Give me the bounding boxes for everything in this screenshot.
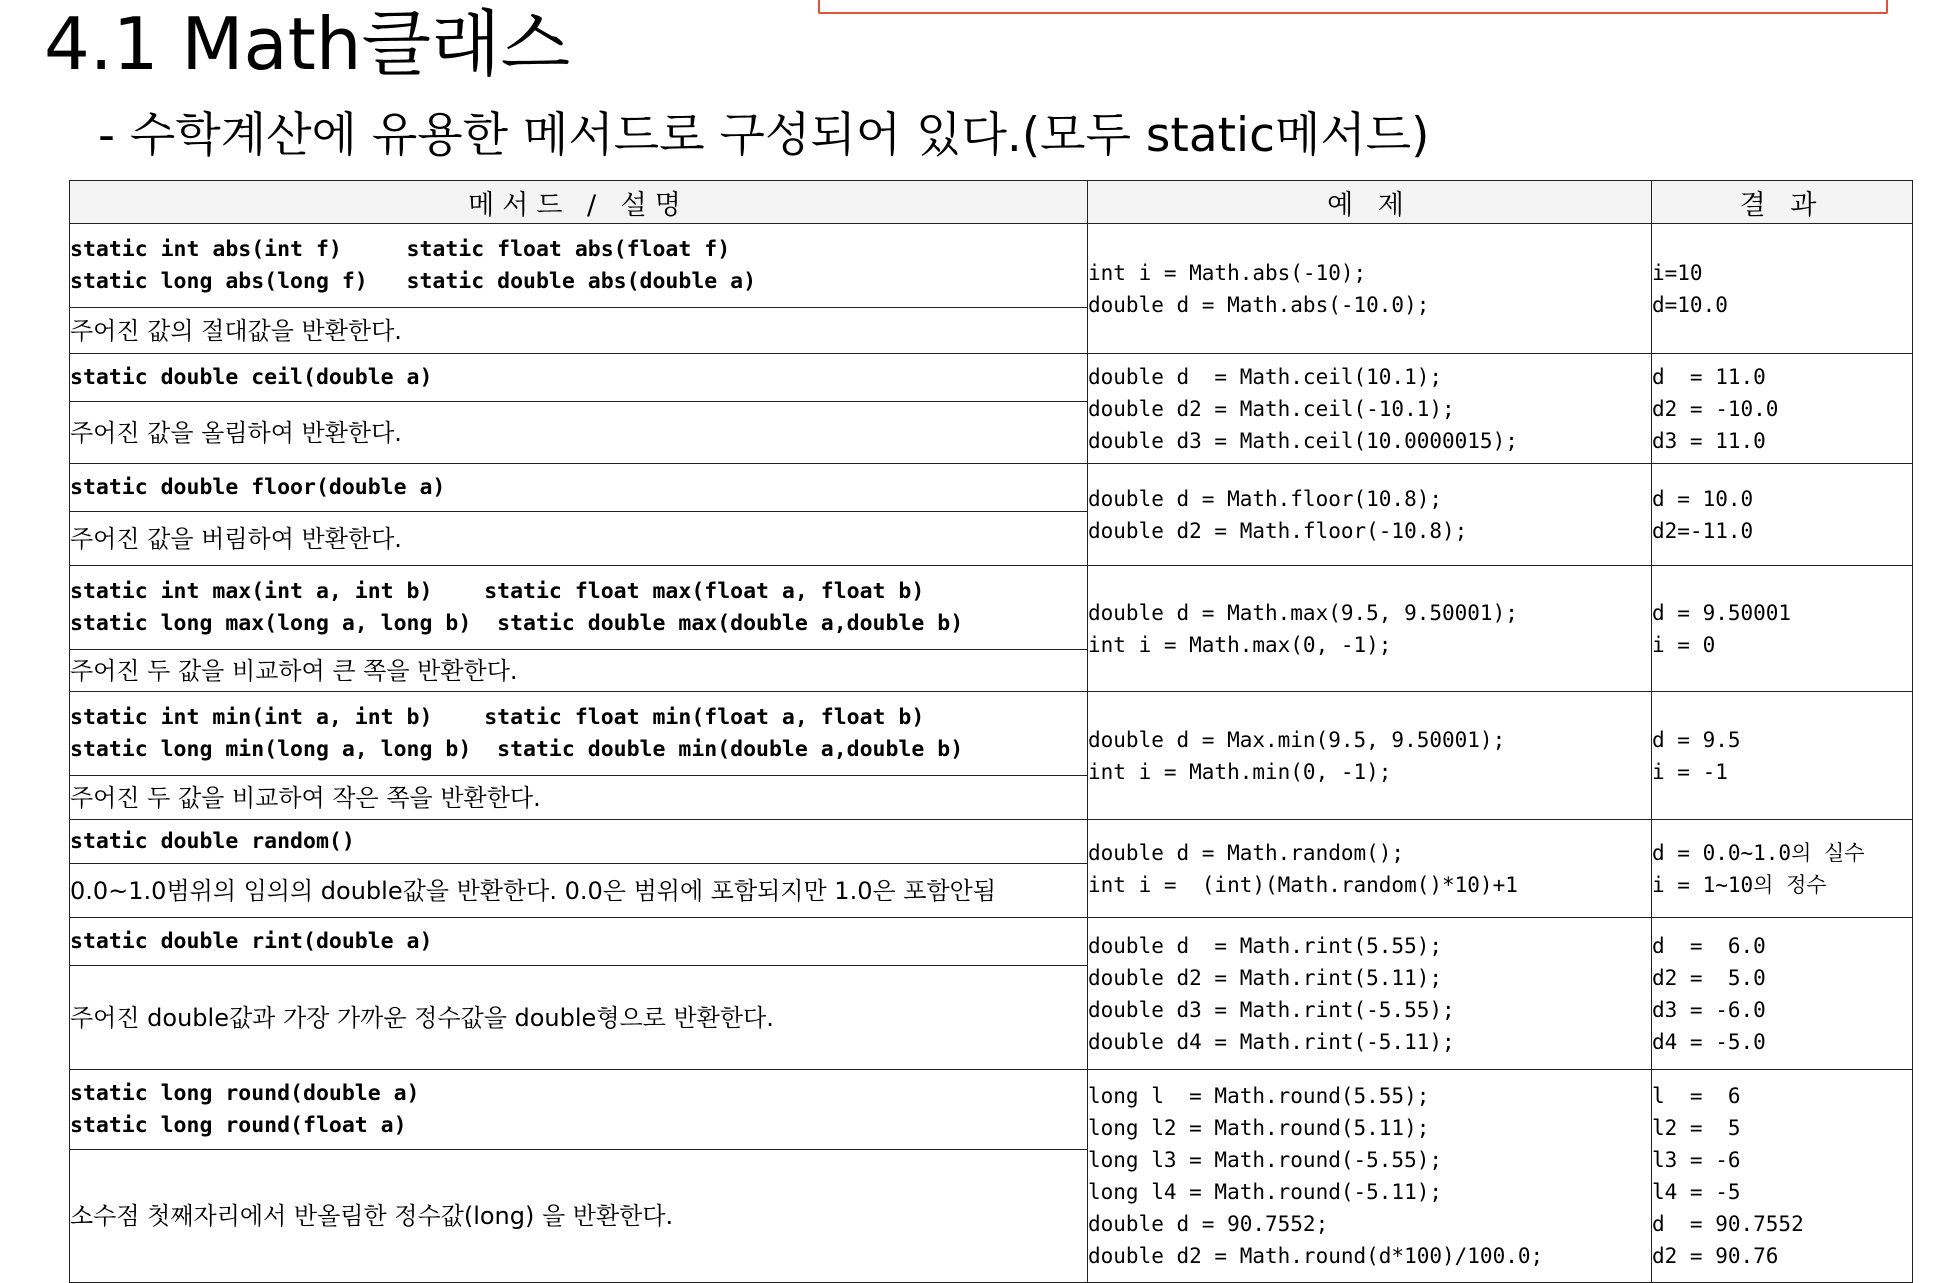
example-line: double d = Math.ceil(10.1); xyxy=(1088,364,1443,389)
example-code xyxy=(1088,820,1652,918)
signature-line: static long min(long a, long b) static double min(double a,double b) xyxy=(70,736,964,762)
signature-line: static double ceil(double a) xyxy=(70,364,433,390)
signature-line: static double random() xyxy=(70,828,355,854)
result-line: l3 = -6 xyxy=(1652,1148,1741,1172)
result-line: i = -1 xyxy=(1652,759,1728,784)
result-line: d = 11.0 xyxy=(1652,364,1766,389)
method-row xyxy=(70,692,1913,776)
example-code xyxy=(1088,354,1652,464)
result-line: d4 = -5.0 xyxy=(1652,1029,1766,1054)
example-line: int i = Math.abs(-10); xyxy=(1088,260,1367,285)
page-subtitle: - 수학계산에 유용한 메서드로 구성되어 있다.(모두 static메서드) xyxy=(98,108,1430,163)
example-code xyxy=(1088,918,1652,1070)
result-line: i=10 xyxy=(1652,260,1703,285)
example-line: int i = Math.min(0, -1); xyxy=(1088,759,1392,784)
method-signature xyxy=(70,918,1088,966)
example-line: double d = Max.min(9.5, 9.50001); xyxy=(1088,727,1506,752)
result-line: d2 = 90.76 xyxy=(1652,1244,1779,1268)
method-description: 주어진 값의 절대값을 반환한다. xyxy=(70,308,1088,354)
method-description: 주어진 값을 버림하여 반환한다. xyxy=(70,512,1088,566)
result-line: d = 9.50001 xyxy=(1652,600,1792,625)
example-code xyxy=(1088,566,1652,692)
result-line: d2=-11.0 xyxy=(1652,518,1754,543)
example-line: long l2 = Math.round(5.11); xyxy=(1088,1116,1430,1140)
result-values xyxy=(1652,566,1913,692)
method-signature xyxy=(70,464,1088,512)
example-line: double d = Math.max(9.5, 9.50001); xyxy=(1088,600,1518,625)
signature-line: static long round(double a) xyxy=(70,1080,420,1106)
header-result: 결 과 xyxy=(1652,181,1913,224)
example-line: double d3 = Math.rint(-5.55); xyxy=(1088,997,1455,1022)
page-title: 4.1 Math클래스 xyxy=(44,2,571,86)
result-values xyxy=(1652,918,1913,1070)
example-line: double d2 = Math.floor(-10.8); xyxy=(1088,518,1468,543)
example-code xyxy=(1088,1070,1652,1283)
method-signature xyxy=(70,820,1088,864)
result-line: l2 = 5 xyxy=(1652,1116,1741,1140)
example-line: double d2 = Math.round(d*100)/100.0; xyxy=(1088,1244,1544,1268)
method-description: 주어진 두 값을 비교하여 큰 쪽을 반환한다. xyxy=(70,650,1088,692)
result-line: d=10.0 xyxy=(1652,292,1728,317)
signature-line: static int min(int a, int b) static float min(float a, float b) xyxy=(70,704,925,730)
signature-line: static double floor(double a) xyxy=(70,474,446,500)
example-line: long l = Math.round(5.55); xyxy=(1088,1084,1430,1108)
result-line: i = 0 xyxy=(1652,632,1716,657)
result-line: d = 6.0 xyxy=(1652,933,1766,958)
method-signature xyxy=(70,1070,1088,1150)
example-line: int i = Math.max(0, -1); xyxy=(1088,632,1392,657)
signature-line: static long max(long a, long b) static double max(double a,double b) xyxy=(70,610,964,636)
method-signature xyxy=(70,354,1088,402)
header-example: 예 제 xyxy=(1088,181,1652,224)
signature-line: static long abs(long f) static double abs(double a) xyxy=(70,268,757,294)
result-line: d2 = 5.0 xyxy=(1652,965,1766,990)
method-row xyxy=(70,820,1913,864)
signature-line: static double rint(double a) xyxy=(70,928,433,954)
callout-box xyxy=(818,0,1888,14)
method-row xyxy=(70,918,1913,966)
example-line: long l4 = Math.round(-5.11); xyxy=(1088,1180,1443,1204)
method-description: 주어진 값을 올림하여 반환한다. xyxy=(70,402,1088,464)
example-line: long l3 = Math.round(-5.55); xyxy=(1088,1148,1443,1172)
example-line: double d4 = Math.rint(-5.11); xyxy=(1088,1029,1455,1054)
method-row xyxy=(70,354,1913,402)
result-line: l4 = -5 xyxy=(1652,1180,1741,1204)
method-signature xyxy=(70,566,1088,650)
example-line: double d = 90.7552; xyxy=(1088,1212,1329,1236)
example-line: double d3 = Math.ceil(10.0000015); xyxy=(1088,428,1518,453)
method-row xyxy=(70,566,1913,650)
example-line: double d2 = Math.ceil(-10.1); xyxy=(1088,396,1455,421)
signature-line: static int max(int a, int b) static float max(float a, float b) xyxy=(70,578,925,604)
result-values xyxy=(1652,224,1913,354)
method-row xyxy=(70,464,1913,512)
method-signature xyxy=(70,692,1088,776)
method-row xyxy=(70,1070,1913,1150)
result-line: d2 = -10.0 xyxy=(1652,396,1779,421)
result-line: d = 0.0~1.0의 실수 xyxy=(1652,840,1865,865)
method-description: 0.0~1.0범위의 임의의 double값을 반환한다. 0.0은 범위에 포함되지만 1.0은 포함안됨 xyxy=(70,864,1088,918)
example-code xyxy=(1088,224,1652,354)
method-description: 주어진 double값과 가장 가까운 정수값을 double형으로 반환한다. xyxy=(70,966,1088,1070)
example-line: double d = Math.floor(10.8); xyxy=(1088,486,1443,511)
method-signature xyxy=(70,224,1088,308)
example-line: double d = Math.abs(-10.0); xyxy=(1088,292,1430,317)
table-header-row xyxy=(70,181,1913,224)
example-line: double d = Math.rint(5.55); xyxy=(1088,933,1443,958)
result-line: d3 = 11.0 xyxy=(1652,428,1766,453)
example-line: int i = (int)(Math.random()*10)+1 xyxy=(1088,872,1518,897)
result-line: d = 9.5 xyxy=(1652,727,1741,752)
signature-line: static int abs(int f) static float abs(float f) xyxy=(70,236,731,262)
header-method: 메서드 / 설명 xyxy=(70,181,1088,224)
result-values xyxy=(1652,354,1913,464)
result-values xyxy=(1652,1070,1913,1283)
method-row xyxy=(70,224,1913,308)
example-code xyxy=(1088,464,1652,566)
method-description: 주어진 두 값을 비교하여 작은 쪽을 반환한다. xyxy=(70,776,1088,820)
result-line: d = 10.0 xyxy=(1652,486,1754,511)
example-code xyxy=(1088,692,1652,820)
example-line: double d = Math.random(); xyxy=(1088,840,1405,865)
result-values xyxy=(1652,464,1913,566)
result-values xyxy=(1652,692,1913,820)
result-line: d = 90.7552 xyxy=(1652,1212,1804,1236)
math-methods-table xyxy=(69,180,1913,1283)
result-values xyxy=(1652,820,1913,918)
result-line: l = 6 xyxy=(1652,1084,1741,1108)
example-line: double d2 = Math.rint(5.11); xyxy=(1088,965,1443,990)
result-line: i = 1~10의 정수 xyxy=(1652,872,1827,897)
method-description: 소수점 첫째자리에서 반올림한 정수값(long) 을 반환한다. xyxy=(70,1150,1088,1283)
signature-line: static long round(float a) xyxy=(70,1112,407,1138)
result-line: d3 = -6.0 xyxy=(1652,997,1766,1022)
